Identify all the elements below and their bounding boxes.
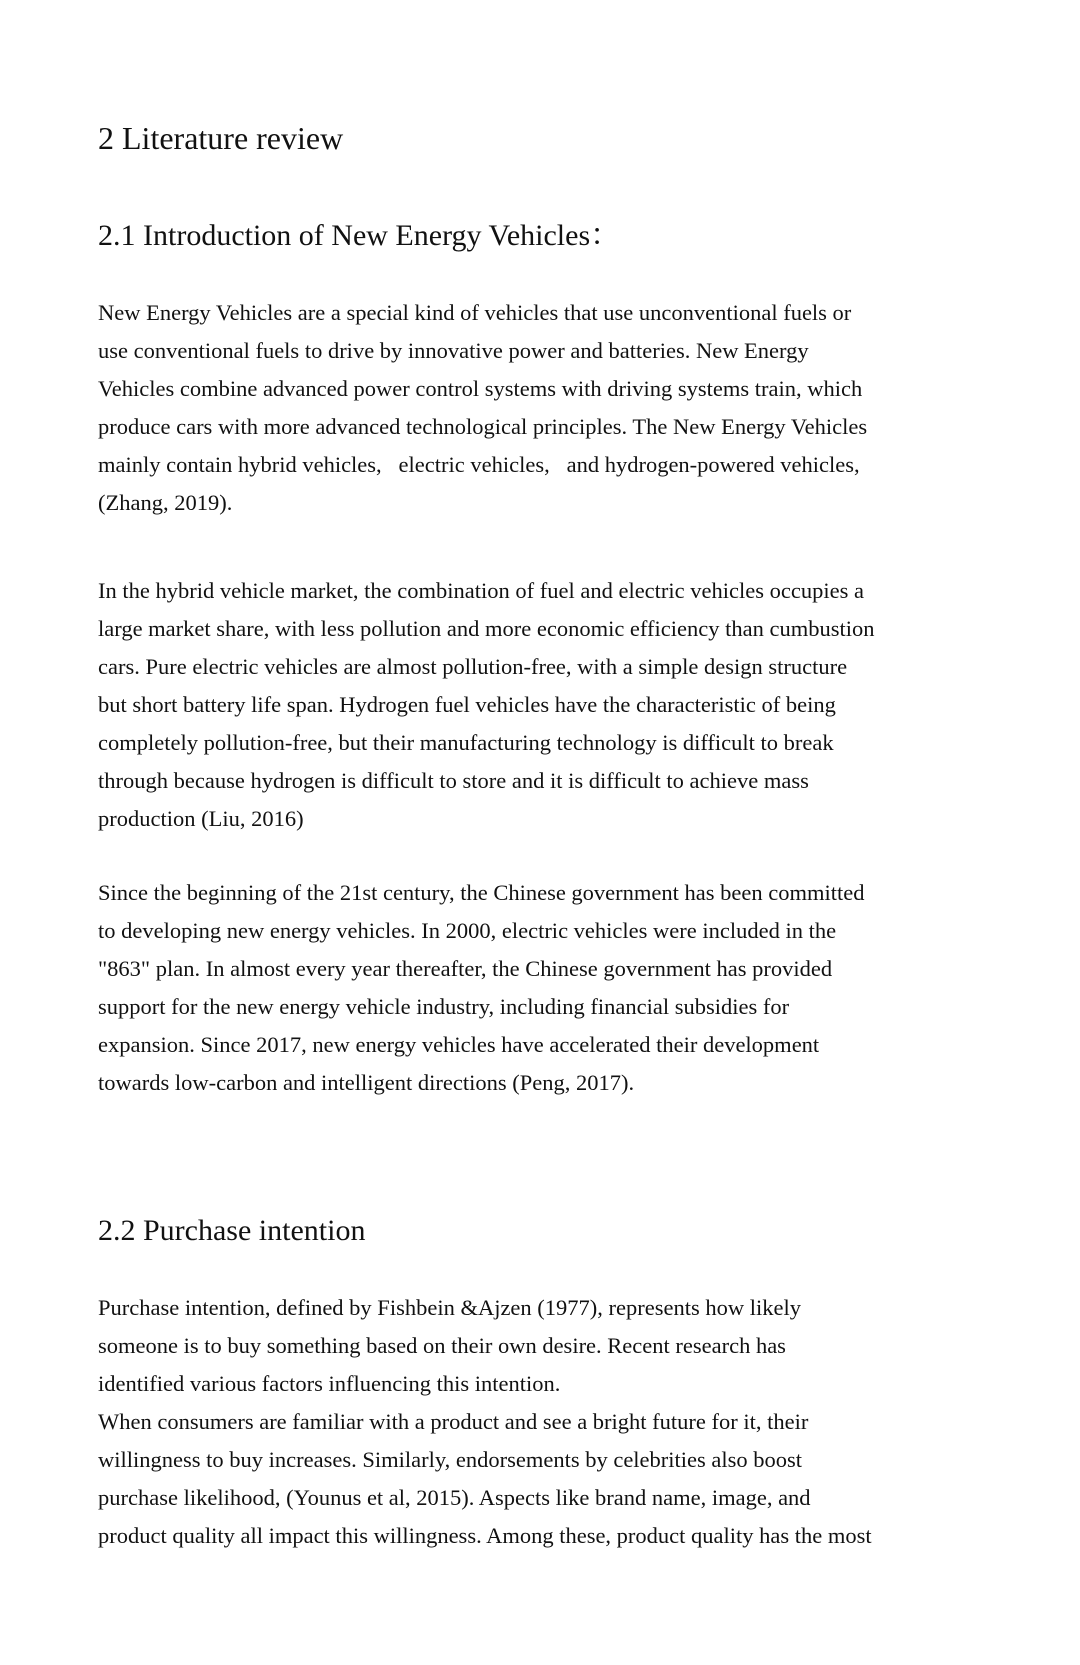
text-line: Purchase intention, defined by Fishbein &Ajzen (1977), represents how likely <box>98 1295 801 1320</box>
text-line: Since the beginning of the 21st century, the Chinese government has been committed <box>98 880 865 905</box>
text-line: produce cars with more advanced technological principles. The New Energy Vehicles <box>98 414 868 439</box>
paragraph-nev-definition <box>98 294 998 522</box>
text-line: In the hybrid vehicle market, the combination of fuel and electric vehicles occupies a <box>98 578 864 603</box>
text-line: mainly contain hybrid vehicles, electric vehicles, and hydrogen-powered vehicles, <box>98 452 860 477</box>
text-line: completely pollution-free, but their manufacturing technology is difficult to break <box>98 730 834 755</box>
text-line: New Energy Vehicles are a special kind of vehicles that use unconventional fuels or <box>98 300 852 325</box>
text-line: cars. Pure electric vehicles are almost pollution-free, with a simple design structure <box>98 654 848 679</box>
text-line: someone is to buy something based on their own desire. Recent research has <box>98 1333 786 1358</box>
text-line: identified various factors influencing this intention. <box>98 1371 561 1396</box>
section-heading-2-2: 2.2 Purchase intention <box>98 1214 366 1247</box>
text-line: production (Liu, 2016) <box>98 806 304 831</box>
text-line: support for the new energy vehicle industry, including financial subsidies for <box>98 994 790 1019</box>
text-line: When consumers are familiar with a product and see a bright future for it, their <box>98 1409 809 1434</box>
text-line: "863" plan. In almost every year thereafter, the Chinese government has provided <box>98 956 833 981</box>
chapter-heading: 2 Literature review <box>98 120 344 156</box>
text-line: expansion. Since 2017, new energy vehicles have accelerated their development <box>98 1032 820 1057</box>
text-line: willingness to buy increases. Similarly, endorsements by celebrities also boost <box>98 1447 803 1472</box>
section-heading-2-1: 2.1 Introduction of New Energy Vehicles： <box>98 219 621 252</box>
text-line: to developing new energy vehicles. In 2000, electric vehicles were included in the <box>98 918 837 943</box>
text-line: through because hydrogen is difficult to store and it is difficult to achieve mass <box>98 768 809 793</box>
text-line: (Zhang, 2019). <box>98 490 233 515</box>
text-line: Vehicles combine advanced power control systems with driving systems train, which <box>98 376 863 401</box>
text-line: purchase likelihood, (Younus et al, 2015). Aspects like brand name, image, and <box>98 1485 811 1510</box>
paragraph-purchase-intention <box>98 1289 998 1555</box>
text-line: but short battery life span. Hydrogen fuel vehicles have the characteristic of being <box>98 692 836 717</box>
paragraph-hybrid-market <box>98 572 998 838</box>
text-line: use conventional fuels to drive by innovative power and batteries. New Energy <box>98 338 809 363</box>
text-line: product quality all impact this willingness. Among these, product quality has the most <box>98 1523 872 1548</box>
paragraph-china-policy <box>98 874 998 1102</box>
text-line: large market share, with less pollution and more economic efficiency than cumbustion <box>98 616 875 641</box>
text-line: towards low-carbon and intelligent directions (Peng, 2017). <box>98 1070 635 1095</box>
